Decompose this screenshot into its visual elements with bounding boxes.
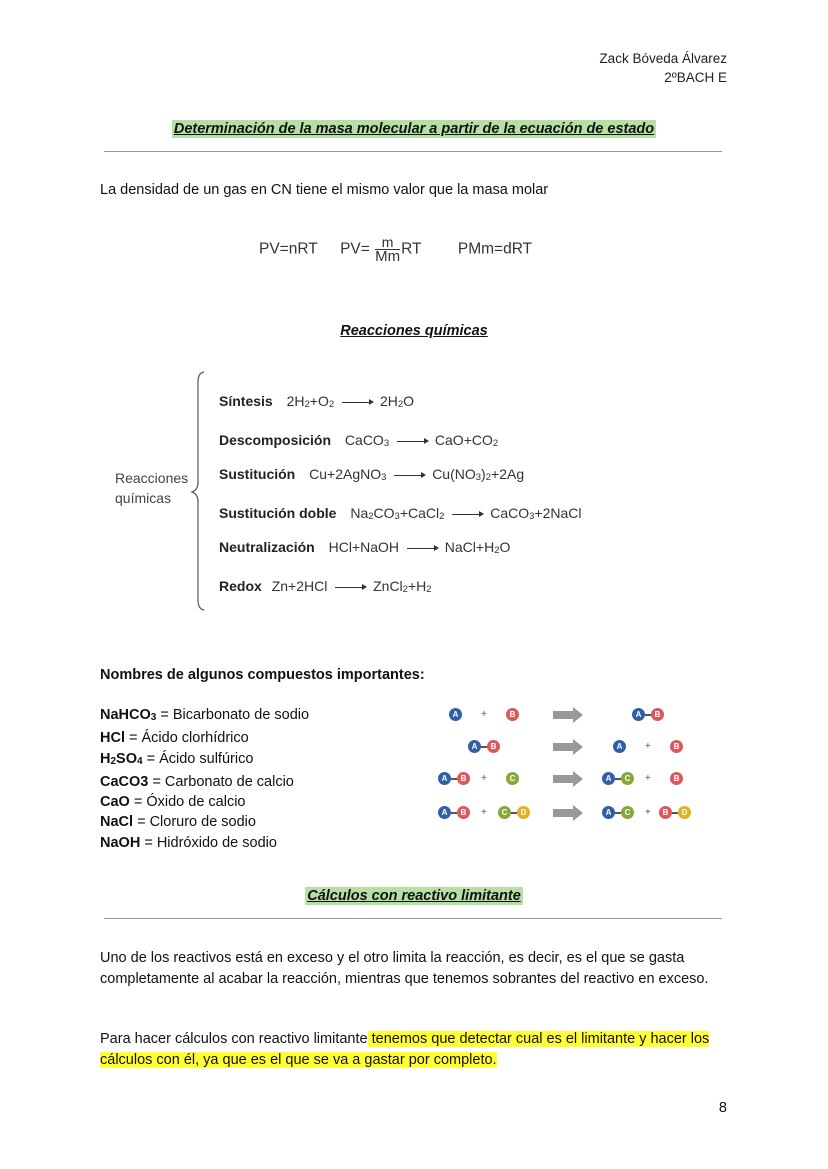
subscript: 3 bbox=[529, 511, 535, 522]
bond-line bbox=[481, 746, 487, 748]
density-paragraph: La densidad de un gas en CN tiene el mismo valor que la masa molar bbox=[100, 182, 549, 198]
subscript: 3 bbox=[150, 712, 157, 723]
bond-line bbox=[511, 812, 517, 814]
product: O bbox=[499, 539, 511, 555]
atom-c: C bbox=[621, 772, 634, 785]
compound-formula: SO bbox=[116, 750, 137, 767]
subscript: 2 bbox=[492, 438, 499, 449]
atom-a: A bbox=[613, 740, 626, 753]
reactant: CaCO bbox=[344, 432, 384, 448]
subscript: 2 bbox=[328, 399, 335, 410]
curly-brace-icon bbox=[190, 370, 210, 612]
arrow-icon bbox=[335, 587, 365, 588]
reaction-name: Descomposición bbox=[219, 432, 332, 448]
compound-name: = Ácido sulfúrico bbox=[142, 750, 254, 767]
subscript: 3 bbox=[394, 511, 400, 522]
reaction-synthesis bbox=[219, 393, 414, 410]
compound-name: = Carbonato de calcio bbox=[148, 773, 294, 790]
reaction-name: Sustitución bbox=[219, 466, 296, 482]
compound-formula: NaHCO bbox=[100, 707, 151, 723]
brace-label-line2: químicas bbox=[115, 490, 172, 506]
bond-line bbox=[615, 812, 621, 814]
subscript: 4 bbox=[137, 755, 143, 767]
section-title-text: Cálculos con reactivo limitante bbox=[307, 888, 521, 904]
fraction-m-over-mm bbox=[375, 235, 400, 264]
compounds-heading: Nombres de algunos compuestos importantes: bbox=[100, 667, 425, 683]
atom-d: D bbox=[678, 806, 691, 819]
highlighted-text: tenemos que detectar cual es el limitante y hacer los cálculos con él, ya que es el que se va a gastar por completo. bbox=[100, 1031, 710, 1068]
plus-sign: + bbox=[645, 773, 651, 784]
atom-a: A bbox=[449, 708, 462, 721]
compound-formula: CaO bbox=[100, 794, 130, 811]
product: CaO+CO bbox=[434, 432, 493, 448]
product: 2H bbox=[379, 393, 398, 409]
limiting-reagent-paragraph: Uno de los reactivos está en exceso y el otro limita la reacción, es decir, es el que se gasta completamente al acabar la reacción, mientras que tenemos sobrantes del reactivo en exceso. bbox=[100, 950, 709, 987]
plus-sign: + bbox=[645, 807, 651, 818]
product: O bbox=[403, 393, 415, 409]
arrow-icon bbox=[342, 402, 372, 403]
arrow-icon bbox=[397, 441, 427, 442]
compounds-list bbox=[100, 705, 309, 853]
subscript: 2 bbox=[304, 399, 310, 410]
reactant: +CaCl bbox=[399, 505, 440, 521]
horizontal-divider bbox=[104, 918, 722, 919]
reaction-substitution bbox=[219, 466, 524, 483]
plain-text: Para hacer cálculos con reactivo limitante bbox=[100, 1031, 368, 1047]
compound-formula: NaOH bbox=[100, 834, 141, 851]
formula-pv-suffix: RT bbox=[401, 240, 422, 258]
plus-sign: + bbox=[481, 773, 487, 784]
product: NaCl+H bbox=[444, 539, 495, 555]
compound-item bbox=[100, 833, 309, 853]
reaction-name: Síntesis bbox=[219, 393, 273, 409]
atom-a: A bbox=[632, 708, 645, 721]
document-header bbox=[599, 49, 727, 87]
formula-density: PMm=dRT bbox=[457, 240, 533, 258]
atom-b: B bbox=[670, 740, 683, 753]
atom-a: A bbox=[602, 806, 615, 819]
plus-sign: + bbox=[481, 709, 487, 720]
formula-ideal-gas: PV=nRT bbox=[259, 240, 318, 258]
compound-name: = Ácido clorhídrico bbox=[124, 730, 249, 747]
atom-a: A bbox=[468, 740, 481, 753]
compound-item bbox=[100, 705, 309, 728]
brace-label-line1: Reacciones bbox=[115, 470, 189, 486]
horizontal-divider bbox=[104, 151, 722, 152]
compound-item bbox=[100, 792, 309, 812]
compound-item bbox=[100, 728, 309, 748]
atom-a: A bbox=[602, 772, 615, 785]
atom-b: B bbox=[457, 806, 470, 819]
subscript: 2 bbox=[110, 755, 117, 767]
arrow-icon bbox=[452, 514, 482, 515]
product: ) bbox=[481, 466, 486, 482]
product: Cu(NO bbox=[432, 466, 476, 482]
reactant: +O bbox=[309, 393, 329, 409]
compound-name: = Hidróxido de sodio bbox=[140, 834, 277, 851]
section-title-text: Reacciones químicas bbox=[340, 323, 488, 339]
product: +H bbox=[407, 578, 427, 594]
reactant: 2H bbox=[286, 393, 305, 409]
compound-formula: H bbox=[100, 750, 111, 767]
section-title-reactivo-limitante bbox=[0, 888, 828, 904]
author-name: Zack Bóveda Álvarez bbox=[599, 51, 727, 66]
compound-formula: HCl bbox=[100, 730, 125, 747]
limiting-reagent-method-paragraph bbox=[100, 1029, 725, 1070]
reaction-arrow-icon bbox=[553, 743, 573, 751]
reactant: Cu+2AgNO bbox=[309, 466, 382, 482]
atom-d: D bbox=[517, 806, 530, 819]
atom-b: B bbox=[651, 708, 664, 721]
compound-name: = Bicarbonato de sodio bbox=[156, 707, 310, 723]
subscript: 2 bbox=[397, 399, 404, 410]
formula-pv-prefix: PV= bbox=[340, 240, 370, 258]
product: ZnCl bbox=[373, 578, 403, 594]
atom-a: A bbox=[438, 772, 451, 785]
section-title-reacciones bbox=[0, 323, 828, 339]
course-label: 2ºBACH E bbox=[664, 70, 727, 85]
reaction-name: Sustitución doble bbox=[219, 505, 337, 521]
atom-b: B bbox=[487, 740, 500, 753]
subscript: 2 bbox=[485, 472, 492, 483]
compound-name: = Cloruro de sodio bbox=[133, 814, 256, 831]
bond-line bbox=[672, 812, 678, 814]
subscript: 3 bbox=[381, 472, 387, 483]
reaction-neutralization bbox=[219, 539, 510, 556]
subscript: 2 bbox=[402, 584, 408, 595]
fraction-numerator: m bbox=[375, 235, 400, 250]
arrow-icon bbox=[407, 548, 437, 549]
page-number: 8 bbox=[718, 1100, 727, 1116]
product: +2Ag bbox=[491, 466, 525, 482]
subscript: 2 bbox=[494, 545, 500, 556]
fraction-denominator: Mm bbox=[375, 248, 401, 265]
atom-c: C bbox=[621, 806, 634, 819]
reaction-name: Redox bbox=[219, 578, 262, 594]
compound-formula: NaCl bbox=[100, 814, 134, 831]
reaction-name: Neutralización bbox=[219, 539, 315, 555]
reaction-decomposition bbox=[219, 432, 498, 449]
compound-item bbox=[100, 772, 309, 792]
reactant: HCl+NaOH bbox=[328, 539, 399, 555]
bond-line bbox=[645, 714, 651, 716]
reactant: Zn+2HCl bbox=[271, 578, 328, 594]
product: CaCO bbox=[490, 505, 530, 521]
bond-line bbox=[451, 812, 457, 814]
reactant: Na bbox=[350, 505, 369, 521]
subscript: 2 bbox=[368, 511, 374, 522]
subscript: 2 bbox=[426, 584, 432, 595]
compound-formula: CaCO3 bbox=[100, 773, 149, 790]
plus-sign: + bbox=[645, 741, 651, 752]
plus-sign: + bbox=[481, 807, 487, 818]
compound-item bbox=[100, 749, 309, 772]
section-title-text: Determinación de la masa molecular a partir de la ecuación de estado bbox=[173, 121, 655, 137]
reaction-double-substitution bbox=[219, 505, 582, 522]
section-title-masa-molecular bbox=[0, 121, 828, 137]
gas-formulas bbox=[259, 235, 532, 264]
atom-b: B bbox=[457, 772, 470, 785]
reaction-arrow-icon bbox=[553, 809, 573, 817]
atom-b: B bbox=[659, 806, 672, 819]
brace-label bbox=[115, 468, 188, 508]
atom-b: B bbox=[670, 772, 683, 785]
product: +2NaCl bbox=[534, 505, 582, 521]
atom-b: B bbox=[506, 708, 519, 721]
subscript: 2 bbox=[439, 511, 445, 522]
atom-a: A bbox=[438, 806, 451, 819]
arrow-icon bbox=[394, 475, 424, 476]
subscript: 3 bbox=[475, 472, 482, 483]
atom-c: C bbox=[498, 806, 511, 819]
reaction-arrow-icon bbox=[553, 711, 573, 719]
reaction-redox bbox=[219, 578, 432, 595]
bond-line bbox=[451, 778, 457, 780]
reaction-arrow-icon bbox=[553, 775, 573, 783]
subscript: 3 bbox=[383, 438, 390, 449]
atom-c: C bbox=[506, 772, 519, 785]
bond-line bbox=[615, 778, 621, 780]
compound-name: = Óxido de calcio bbox=[129, 794, 246, 811]
reactant: CO bbox=[373, 505, 395, 521]
compound-item bbox=[100, 812, 309, 832]
